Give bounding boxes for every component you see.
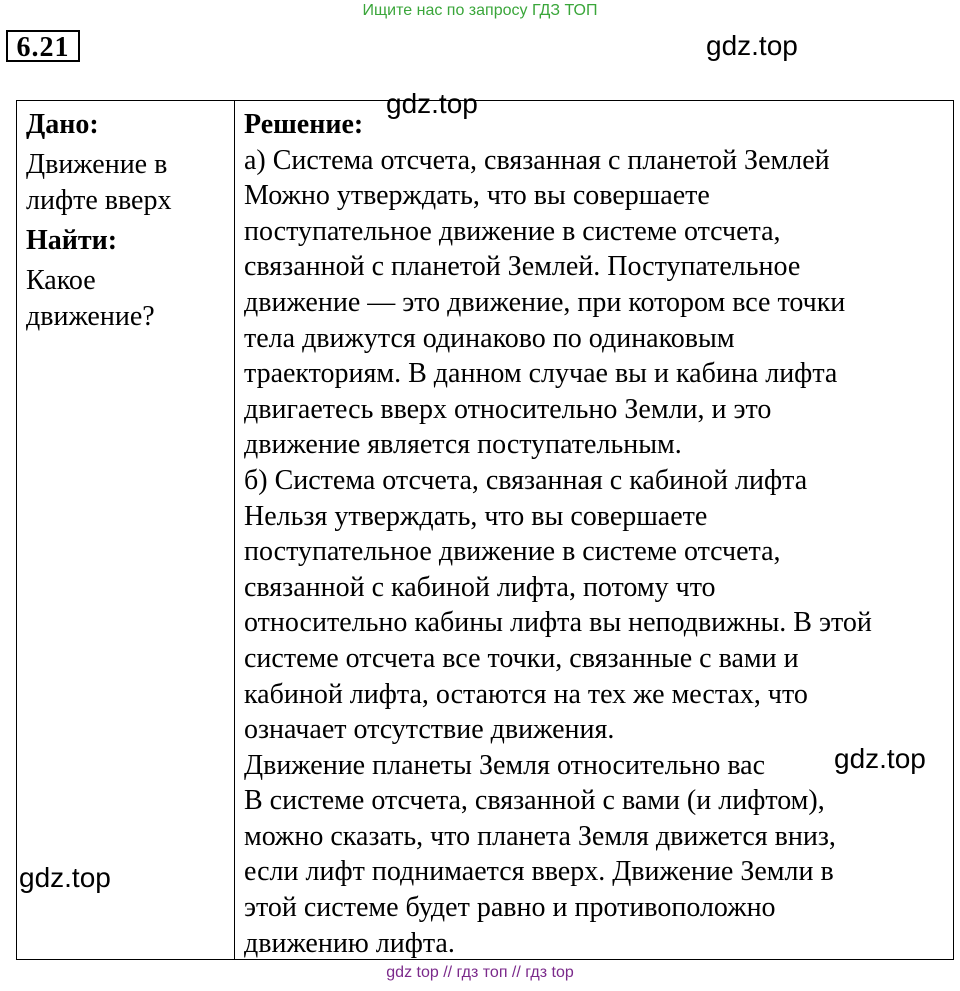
given-header: Дано:	[26, 109, 99, 140]
watermark-left: gdz.top	[19, 862, 111, 893]
solution-line: В системе отсчета, связанной с вами (и лифтом),	[244, 785, 825, 817]
solution-line: связанной с кабиной лифта, потому что	[244, 571, 716, 603]
solution-table	[16, 100, 954, 960]
solution-line: двигаетесь вверх относительно Земли, и это	[244, 393, 772, 425]
solution-line: движению лифта.	[244, 927, 455, 959]
solution-line: связанной с планетой Землей. Поступательное	[244, 251, 801, 283]
solution-line: а) Система отсчета, связанная с планетой Землей	[244, 144, 830, 176]
solution-header: Решение:	[244, 109, 364, 140]
solution-line: кабиной лифта, остаются на тех же местах, что	[244, 678, 808, 710]
solution-line: можно сказать, что планета Земля движется вниз,	[244, 820, 836, 852]
footer-links: gdz top // гдз топ // гдз top	[386, 964, 574, 981]
given-column	[26, 107, 226, 335]
solution-line: означает отсутствие движения.	[244, 714, 615, 746]
solution-line: траекториям. В данном случае вы и кабина лифта	[244, 358, 838, 390]
given-line: лифте вверх	[26, 185, 172, 216]
solution-line: движение — это движение, при котором все точки	[244, 286, 846, 318]
solution-column	[244, 107, 949, 961]
find-line: Какое	[26, 265, 96, 296]
find-line: движение?	[26, 301, 155, 332]
solution-line: тела движутся одинаково по одинаковым	[244, 322, 735, 354]
solution-line: поступательное движение в системе отсчета,	[244, 536, 781, 568]
watermark-right: gdz.top	[834, 743, 926, 774]
given-line: Движение в	[26, 149, 168, 180]
solution-line: если лифт поднимается вверх. Движение Земли в	[244, 856, 834, 888]
solution-line: Движение планеты Земля относительно вас	[244, 749, 766, 781]
solution-line: Нельзя утверждать, что вы совершаете	[244, 500, 708, 532]
solution-line: поступательное движение в системе отсчета,	[244, 215, 781, 247]
solution-line: системе отсчета все точки, связанные с вами и	[244, 642, 799, 674]
find-header: Найти:	[26, 225, 118, 256]
column-divider	[234, 101, 235, 959]
solution-line: Можно утверждать, что вы совершаете	[244, 180, 710, 212]
solution-line: б) Система отсчета, связанная с кабиной лифта	[244, 464, 808, 496]
watermark-top-right: gdz.top	[706, 30, 798, 61]
solution-line: движение является поступательным.	[244, 429, 682, 461]
task-number-box: 6.21	[6, 30, 80, 62]
watermark-table-top: gdz.top	[386, 88, 478, 119]
search-banner: Ищите нас по запросу ГДЗ ТОП	[362, 2, 598, 19]
solution-line: этой системе будет равно и противоположно	[244, 892, 776, 924]
solution-line: относительно кабины лифта вы неподвижны. В этой	[244, 607, 872, 639]
